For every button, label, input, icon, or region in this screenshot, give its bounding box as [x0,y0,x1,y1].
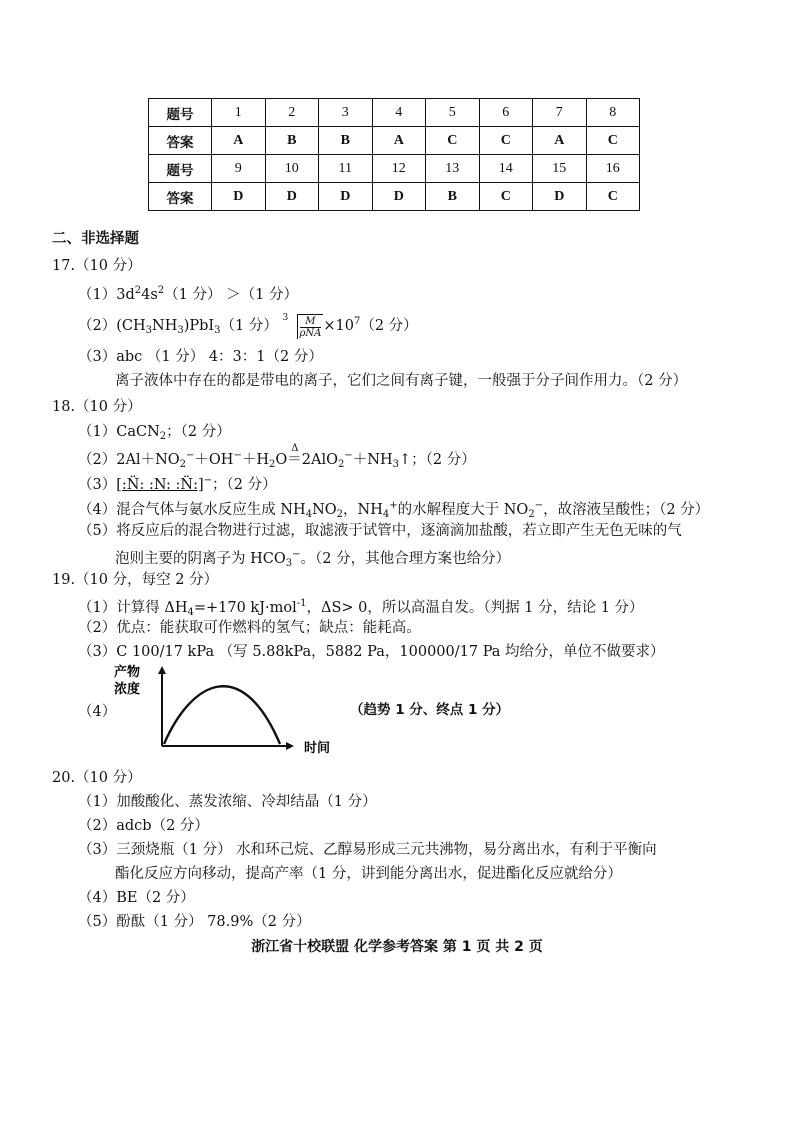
table-cell: 3 [319,99,373,127]
part-number: （2） [78,452,117,468]
text: BE（2 分） [116,890,195,906]
q18-heading: 18.（10 分） [52,399,142,415]
table-cell: 15 [533,155,587,183]
table-cell: 2 [265,99,319,127]
subscript: 2 [269,459,276,470]
part-number: （4） [78,502,117,518]
table-cell: 14 [479,155,533,183]
q19-part4-scoring-note: （趋势 1 分、终点 1 分） [350,702,510,718]
part-number: （1） [78,600,117,616]
text: 三颈烧瓶（1 分） 水和环己烷、乙醇易形成三元共沸物，易分离出水，有利于平衡向 [116,842,657,858]
q20-part2 [78,816,209,836]
table-cell: 7 [533,99,587,127]
part-number: （3） [78,644,117,660]
text: 4s [141,287,158,303]
superscript: -1 [296,598,307,609]
q17-part3 [78,347,323,367]
lewis-structure: [:N̈: :N: :N̈:] [116,477,204,493]
graph-ylabel-line1: 产物 [114,665,141,680]
part-number: （3） [78,349,117,365]
superscript: − [534,500,544,511]
q17-part3-explanation: 离子液体中存在的都是带电的离子，它们之间有离子键，一般强于分子间作用力。（2 分） [115,373,688,389]
q19-part2 [78,618,421,638]
table-cell: 11 [319,155,373,183]
text: ↑；（2 分） [399,452,476,468]
table-cell: 8 [586,99,640,127]
table-cell: D [212,183,266,211]
part-number: （5） [78,914,117,930]
table-cell: 1 [212,99,266,127]
text: ，ΔS> 0，所以高温自发。（判据 1 分，结论 1 分） [306,600,644,616]
table-row-label: 答案 [149,127,212,155]
text: 的水解程度大于 NO [397,502,529,518]
superscript: 2 [134,285,142,296]
q18-part1 [78,422,231,447]
part-number: （1） [78,794,117,810]
superscript: − [203,475,213,486]
subscript: 3 [177,325,184,336]
text: CaCN [116,424,160,440]
text: 。（2 分，其他合理方案也给分） [300,551,511,567]
text: 3d [116,287,135,303]
page-footer: 浙江省十校联盟 化学参考答案 第 1 页 共 2 页 [251,939,543,955]
answer-table [148,98,640,211]
table-cell: 5 [426,99,480,127]
table-cell: B [426,183,480,211]
text: NO [312,502,337,518]
subscript: 3 [285,558,293,569]
table-cell: 10 [265,155,319,183]
fraction [300,316,322,339]
part-number: （1） [78,424,117,440]
heated-equals-sign [287,443,302,470]
text: ；（2 分） [212,477,277,493]
subscript: 2 [528,509,535,520]
table-cell: B [319,127,373,155]
table-cell: D [319,183,373,211]
table-cell: D [372,183,426,211]
text: NH [152,318,178,334]
text: （1 分） ＞（1 分） [164,287,298,303]
equals: ＝ [287,452,302,468]
q19-part3 [78,642,665,662]
text: （2 分） [360,318,418,334]
table-row [149,99,640,127]
q19-part4-number: （4） [78,704,117,720]
q20-part4 [78,888,195,908]
text: 将反应后的混合物进行过滤，取滤液于试管中，逐滴滴加盐酸，若立即产生无色无味的气 [116,523,682,539]
text: abc （1 分） 4：3：1（2 分） [116,349,323,365]
concentration-time-graph [112,660,342,760]
fraction-denominator: ρNA [299,327,322,339]
table-cell: 13 [426,155,480,183]
text: 加酸酸化、蒸发浓缩、冷却结晶（1 分） [116,794,377,810]
superscript: − [233,450,242,461]
text: ×10 [323,318,354,334]
text: ＋OH [194,452,234,468]
part-number: （5） [78,523,117,539]
subscript: 4 [305,509,313,520]
part-number: （4） [78,890,117,906]
text: （1 分） [220,318,278,334]
text: 泡则主要的阴离子为 HCO [115,551,286,567]
q20-part3 [78,840,657,860]
table-row [149,127,640,155]
root-index: 3 [282,312,289,323]
table-cell: A [372,127,426,155]
q17-part2 [78,312,418,341]
text: 混合气体与氨水反应生成 NH [116,502,306,518]
text: C 100/17 kPa （写 5.88kPa，5882 Pa，100000/17 Pa 均给分，单位不做要求） [116,644,665,660]
text: ，NH [343,502,383,518]
superscript: − [292,549,301,560]
table-cell: C [586,183,640,211]
text: 2AlO [301,452,339,468]
superscript: + [389,500,398,511]
subscript: 2 [179,459,187,470]
x-axis-arrow [286,742,294,750]
part-number: （3） [78,477,117,493]
superscript: 2 [157,285,165,296]
q20-part3-continued: 酯化反应方向移动，提高产率（1 分，讲到能分离出水，促进酯化反应就给分） [115,866,622,882]
subscript: 3 [145,325,153,336]
table-cell: 6 [479,99,533,127]
text: ，故溶液呈酸性；（2 分） [543,502,710,518]
table-cell: A [533,127,587,155]
text: adcb（2 分） [116,818,209,834]
cube-root-expression [283,314,324,339]
graph-xlabel: 时间 [304,741,331,756]
subscript: 3 [214,325,221,336]
subscript: 3 [392,459,399,470]
text: 2Al＋NO [116,452,180,468]
subscript: 2 [338,459,345,470]
text: 优点：能获取可作燃料的氢气；缺点：能耗高。 [116,620,421,636]
part-number: （2） [78,620,117,636]
text: )PbI [183,318,215,334]
q19-heading: 19.（10 分，每空 2 分） [52,572,219,588]
superscript: − [186,450,195,461]
text: 酚酞（1 分） 78.9%（2 分） [116,914,311,930]
table-cell: 16 [586,155,640,183]
fraction-numerator: M [300,316,322,328]
q17-part1 [78,281,298,305]
subscript: 2 [336,509,344,520]
table-row [149,155,640,183]
table-cell: D [533,183,587,211]
text: 计算得 ΔH [116,600,188,616]
q20-heading: 20.（10 分） [52,770,142,786]
q20-part1 [78,792,377,812]
part-number: （1） [78,287,117,303]
table-row-label: 题号 [149,155,212,183]
delta-symbol: Δ [291,443,299,454]
table-cell: B [265,127,319,155]
table-cell: 12 [372,155,426,183]
table-cell: C [479,183,533,211]
q18-part5 [78,521,682,541]
subscript: 2 [159,431,167,442]
table-cell: D [265,183,319,211]
text: (CH [116,318,146,334]
text: =+170 kJ·mol [193,600,297,616]
text: ；（2 分） [166,424,231,440]
graph-ylabel-line2: 浓度 [114,682,141,697]
table-cell: 9 [212,155,266,183]
part-number: （3） [78,842,117,858]
table-row-label: 答案 [149,183,212,211]
table-cell: A [212,127,266,155]
text: O [275,452,288,468]
table-row [149,183,640,211]
subscript: 4 [382,509,390,520]
part-number: （2） [78,318,117,334]
product-concentration-curve [164,686,280,744]
q20-part5 [78,912,311,932]
table-cell: C [586,127,640,155]
superscript: − [344,450,353,461]
q17-heading: 17.（10 分） [52,258,142,274]
superscript: 7 [353,316,361,327]
table-cell: C [426,127,480,155]
table-cell: 4 [372,99,426,127]
table-row-label: 题号 [149,99,212,127]
y-axis-arrow [158,666,166,674]
text: ＋NH [352,452,393,468]
section-title: 二、非选择题 [52,231,139,247]
text: ＋H [241,452,270,468]
table-cell: C [479,127,533,155]
part-number: （2） [78,818,117,834]
q18-part3 [78,471,277,495]
subscript: 4 [187,607,194,618]
